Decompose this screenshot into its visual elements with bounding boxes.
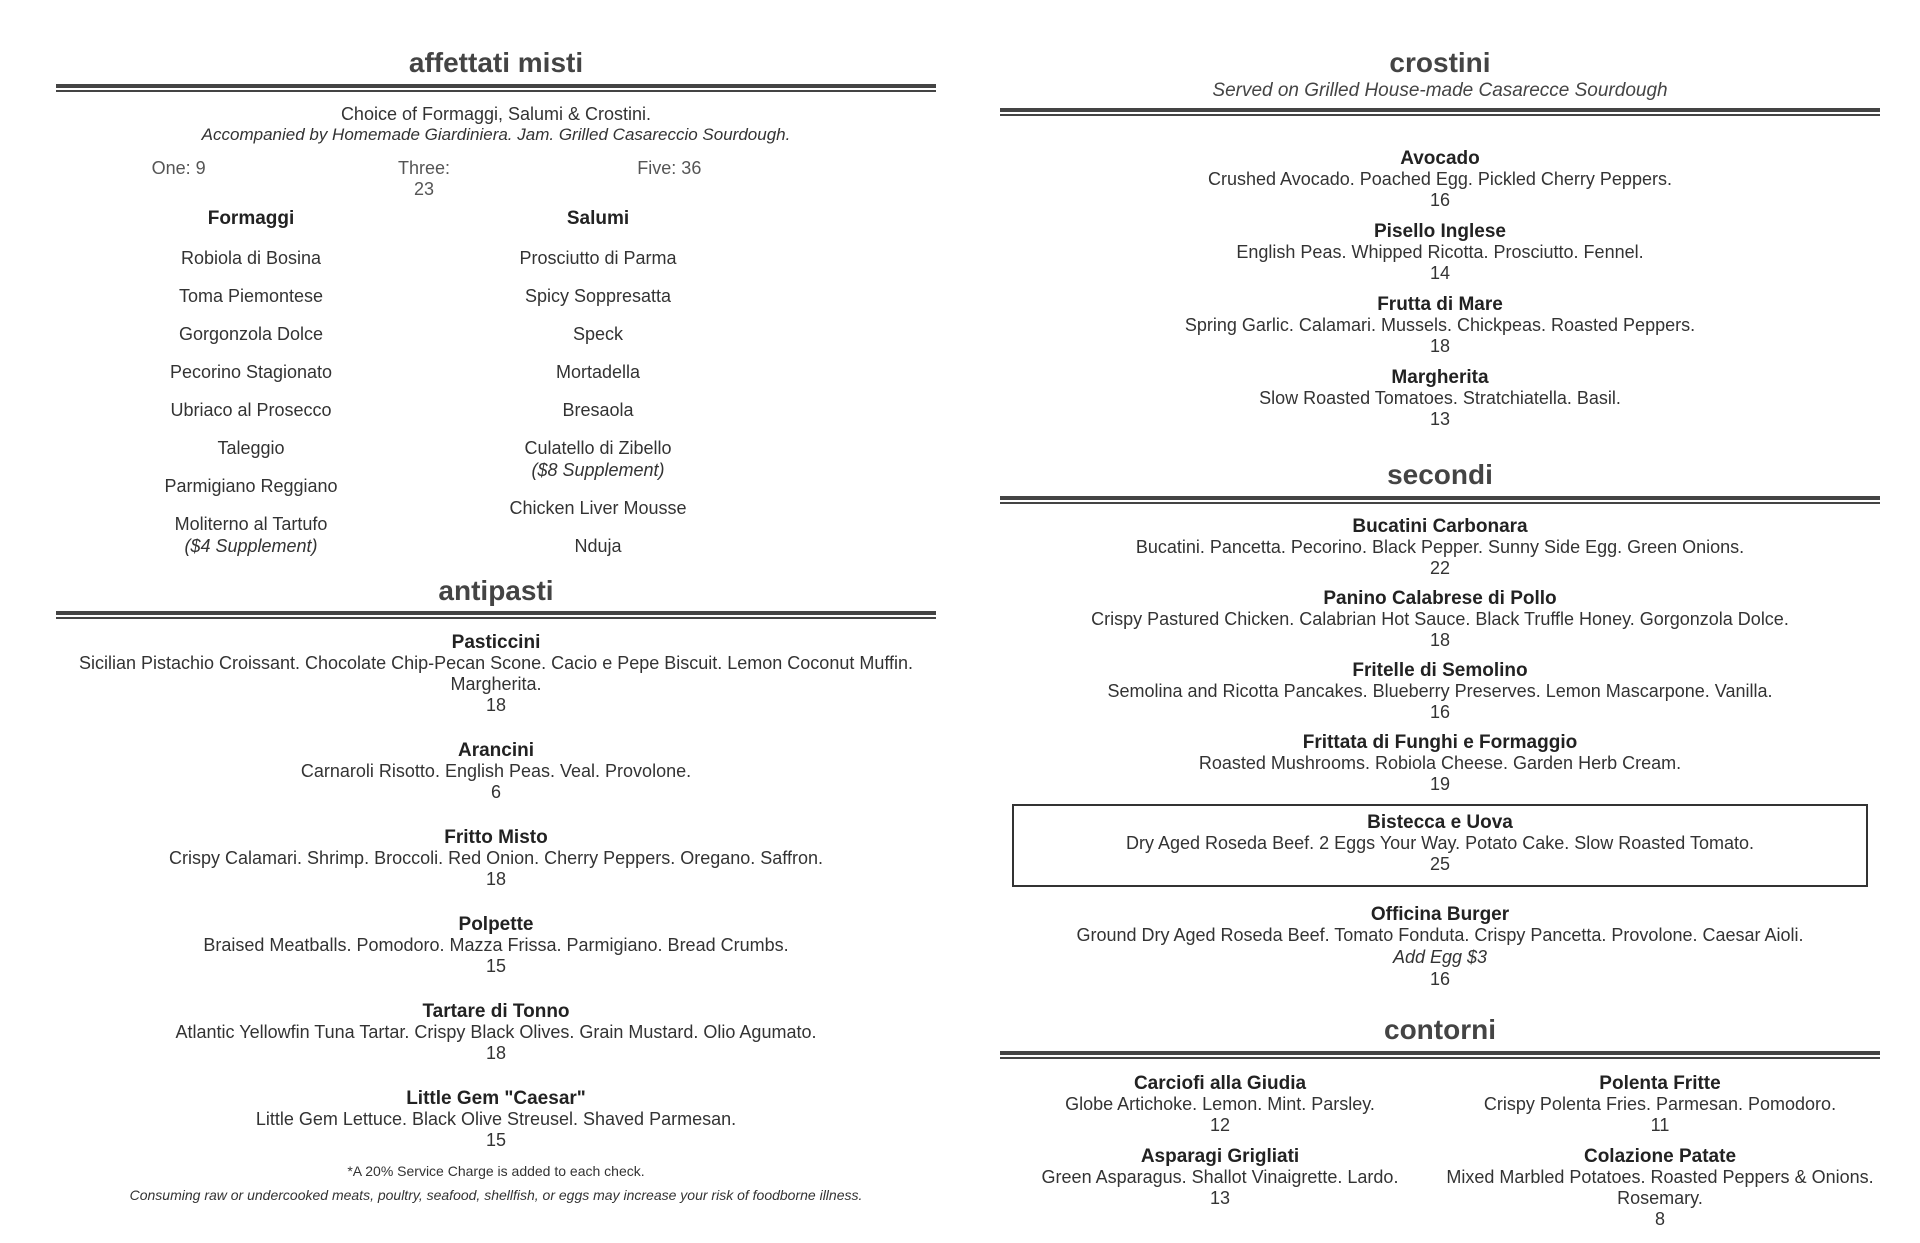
secondi-item-desc: Semolina and Ricotta Pancakes. Blueberry Preserves. Lemon Mascarpone. Vanilla. xyxy=(1107,681,1773,701)
affettati-title: affettati misti xyxy=(408,47,584,78)
secondi-item xyxy=(1000,904,1880,990)
antipasti-item-price: 18 xyxy=(485,695,507,715)
salumi-column xyxy=(403,208,793,573)
secondi-item-price: 18 xyxy=(1429,630,1451,650)
salumi-item-name: Bresaola xyxy=(562,400,634,420)
crostini-item-price: 13 xyxy=(1429,409,1451,429)
antipasti-item-name: Arancini xyxy=(457,740,535,761)
contorni-list xyxy=(1000,1073,1880,1230)
antipasti-item-desc: Sicilian Pistachio Croissant. Chocolate Chip-Pecan Scone. Cacio e Pepe Biscuit. Lemon Coconut Muffin. Margherita. xyxy=(78,653,914,694)
crostini-item-desc: English Peas. Whipped Ricotta. Prosciutto. Fennel. xyxy=(1236,242,1644,262)
secondi-item-price: 22 xyxy=(1429,558,1451,578)
crostini-item-desc: Slow Roasted Tomatoes. Stratchiatella. Basil. xyxy=(1259,388,1621,408)
salumi-item xyxy=(403,323,793,345)
antipasti-item-name: Polpette xyxy=(458,914,534,935)
secondi-item-price: 19 xyxy=(1429,774,1451,794)
secondi-item-name: Officina Burger xyxy=(1370,904,1510,925)
formaggi-item xyxy=(56,247,446,269)
formaggi-item-note: ($4 Supplement) xyxy=(184,536,318,556)
contorni-item-desc: Mixed Marbled Potatoes. Roasted Peppers & Onions. Rosemary. xyxy=(1446,1167,1874,1208)
contorni-item-price: 13 xyxy=(1209,1188,1231,1208)
crostini-item-price: 14 xyxy=(1429,263,1451,283)
crostini-item-name: Frutta di Mare xyxy=(1377,294,1503,315)
secondi-item-desc: Dry Aged Roseda Beef. 2 Eggs Your Way. Potato Cake. Slow Roasted Tomato. xyxy=(1125,833,1755,853)
secondi-item xyxy=(1012,804,1868,887)
secondi-item-price: 25 xyxy=(1429,854,1451,874)
antipasti-item-name: Tartare di Tonno xyxy=(422,1001,570,1022)
crostini-title: crostini xyxy=(1389,47,1491,78)
secondi-item-price: 16 xyxy=(1429,702,1451,722)
contorni-item xyxy=(1440,1073,1880,1136)
formaggi-item-name: Moliterno al Tartufo xyxy=(174,514,328,534)
crostini-item-name: Pisello Inglese xyxy=(1374,221,1506,242)
antipasti-list xyxy=(56,632,936,1175)
secondi-item-desc: Roasted Mushrooms. Robiola Cheese. Garden Herb Cream. xyxy=(1198,753,1682,773)
antipasti-title: antipasti xyxy=(438,575,554,606)
contorni-item-name: Carciofi alla Giudia xyxy=(1133,1073,1307,1094)
crostini-list xyxy=(1000,148,1880,440)
formaggi-item xyxy=(56,361,446,383)
antipasti-item xyxy=(56,914,936,977)
formaggi-item xyxy=(56,437,446,459)
secondi-item-name: Frittata di Funghi e Formaggio xyxy=(1302,732,1578,753)
affettati-prices xyxy=(56,158,792,200)
antipasti-item-name: Little Gem "Caesar" xyxy=(406,1088,586,1109)
salumi-item-name: Spicy Soppresatta xyxy=(524,286,672,306)
salumi-item xyxy=(403,437,793,481)
contorni-item-desc: Crispy Polenta Fries. Parmesan. Pomodoro. xyxy=(1483,1094,1837,1114)
secondi-item-desc: Ground Dry Aged Roseda Beef. Tomato Fonduta. Crispy Pancetta. Provolone. Caesar Aioli. xyxy=(1076,925,1804,945)
salumi-title: Salumi xyxy=(566,208,630,229)
price-three: Three: 23 xyxy=(397,158,450,199)
salumi-item xyxy=(403,247,793,269)
contorni-item-desc: Green Asparagus. Shallot Vinaigrette. Lardo. xyxy=(1041,1167,1399,1187)
secondi-item-price: 16 xyxy=(1429,969,1451,989)
contorni-title: contorni xyxy=(1384,1014,1496,1045)
contorni-item xyxy=(1000,1146,1440,1230)
formaggi-item-name: Parmigiano Reggiano xyxy=(164,476,338,496)
secondi-item xyxy=(1000,516,1880,579)
crostini-item-name: Avocado xyxy=(1400,148,1480,169)
antipasti-item xyxy=(56,827,936,890)
price-one: One: 9 xyxy=(151,158,206,178)
antipasti-item-desc: Crispy Calamari. Shrimp. Broccoli. Red Onion. Cherry Peppers. Oregano. Saffron. xyxy=(169,848,823,868)
salumi-item-name: Nduja xyxy=(574,536,622,556)
secondi-rule xyxy=(1000,496,1880,504)
crostini-item xyxy=(1000,221,1880,284)
antipasti-item xyxy=(56,740,936,803)
antipasti-item-price: 18 xyxy=(485,1043,507,1063)
affettati-accompanied: Accompanied by Homemade Giardiniera. Jam. Grilled Casareccio Sourdough. xyxy=(201,125,791,144)
antipasti-item-name: Pasticcini xyxy=(451,632,541,653)
antipasti-item-price: 15 xyxy=(485,1130,507,1150)
secondi-item xyxy=(1000,732,1880,795)
secondi-item-note: Add Egg $3 xyxy=(1392,947,1488,967)
crostini-item-price: 18 xyxy=(1429,336,1451,356)
secondi-item-name: Fritelle di Semolino xyxy=(1352,660,1528,681)
secondi-item-name: Bucatini Carbonara xyxy=(1352,516,1528,537)
contorni-item-name: Polenta Fritte xyxy=(1599,1073,1721,1094)
formaggi-title: Formaggi xyxy=(207,208,295,229)
formaggi-item-name: Gorgonzola Dolce xyxy=(178,324,324,344)
salumi-item xyxy=(403,535,793,557)
antipasti-rule xyxy=(56,611,936,619)
antipasti-item-desc: Atlantic Yellowfin Tuna Tartar. Crispy Black Olives. Grain Mustard. Olio Agumato. xyxy=(175,1022,817,1042)
salumi-item-name: Mortadella xyxy=(555,362,641,382)
antipasti-item-price: 6 xyxy=(490,782,501,802)
salumi-item-name: Prosciutto di Parma xyxy=(519,248,677,268)
antipasti-item-price: 18 xyxy=(485,869,507,889)
contorni-item xyxy=(1000,1073,1440,1136)
affettati-rule xyxy=(56,84,936,92)
antipasti-item xyxy=(56,632,936,716)
formaggi-item xyxy=(56,399,446,421)
antipasti-item xyxy=(56,1088,936,1151)
crostini-rule xyxy=(1000,108,1880,116)
secondi-title: secondi xyxy=(1387,459,1493,490)
antipasti-item-name: Fritto Misto xyxy=(444,827,548,848)
salumi-item-name: Speck xyxy=(572,324,624,344)
formaggi-item-name: Pecorino Stagionato xyxy=(169,362,333,382)
crostini-subtitle: Served on Grilled House-made Casarecce Sourdough xyxy=(1212,80,1668,101)
crostini-item xyxy=(1000,367,1880,430)
formaggi-item-name: Taleggio xyxy=(217,438,285,458)
contorni-rule xyxy=(1000,1051,1880,1059)
formaggi-item-name: Toma Piemontese xyxy=(178,286,324,306)
foodborne-warning: Consuming raw or undercooked meats, poultry, seafood, shellfish, or eggs may increase your risk of foodborne illness. xyxy=(129,1187,863,1203)
secondi-item-desc: Bucatini. Pancetta. Pecorino. Black Pepper. Sunny Side Egg. Green Onions. xyxy=(1135,537,1745,557)
secondi-item-name: Panino Calabrese di Pollo xyxy=(1323,588,1557,609)
salumi-item-name: Chicken Liver Mousse xyxy=(509,498,687,518)
formaggi-item xyxy=(56,323,446,345)
antipasti-item-desc: Little Gem Lettuce. Black Olive Streusel. Shaved Parmesan. xyxy=(255,1109,737,1129)
antipasti-item-desc: Braised Meatballs. Pomodoro. Mazza Frissa. Parmigiano. Bread Crumbs. xyxy=(203,935,789,955)
formaggi-item-name: Ubriaco al Prosecco xyxy=(170,400,332,420)
contorni-item-name: Colazione Patate xyxy=(1583,1146,1737,1167)
crostini-item-price: 16 xyxy=(1429,190,1451,210)
contorni-item-price: 11 xyxy=(1650,1115,1670,1135)
formaggi-item-name: Robiola di Bosina xyxy=(180,248,322,268)
formaggi-item xyxy=(56,285,446,307)
contorni-item-desc: Globe Artichoke. Lemon. Mint. Parsley. xyxy=(1065,1094,1375,1114)
salumi-item xyxy=(403,361,793,383)
salumi-item xyxy=(403,285,793,307)
crostini-item-desc: Crushed Avocado. Poached Egg. Pickled Cherry Peppers. xyxy=(1208,169,1672,189)
formaggi-item xyxy=(56,513,446,557)
salumi-item-note: ($8 Supplement) xyxy=(531,460,665,480)
crostini-item xyxy=(1000,294,1880,357)
contorni-item xyxy=(1440,1146,1880,1230)
formaggi-item xyxy=(56,475,446,497)
secondi-item-name: Bistecca e Uova xyxy=(1367,812,1513,833)
contorni-item-name: Asparagi Grigliati xyxy=(1140,1146,1300,1167)
contorni-item-price: 8 xyxy=(1654,1209,1665,1229)
affettati-intro: Choice of Formaggi, Salumi & Crostini. xyxy=(340,104,652,124)
crostini-item-desc: Spring Garlic. Calamari. Mussels. Chickpeas. Roasted Peppers. xyxy=(1184,315,1696,335)
salumi-item-name: Culatello di Zibello xyxy=(524,438,672,458)
antipasti-item-price: 15 xyxy=(485,956,507,976)
contorni-item-price: 12 xyxy=(1209,1115,1231,1135)
crostini-item-name: Margherita xyxy=(1391,367,1489,388)
antipasti-item-desc: Carnaroli Risotto. English Peas. Veal. Provolone. xyxy=(300,761,692,781)
secondi-item-desc: Crispy Pastured Chicken. Calabrian Hot Sauce. Black Truffle Honey. Gorgonzola Dolce. xyxy=(1091,609,1789,629)
antipasti-item xyxy=(56,1001,936,1064)
salumi-item xyxy=(403,399,793,421)
price-five: Five: 36 xyxy=(637,158,702,178)
secondi-list xyxy=(1000,516,1880,999)
salumi-item xyxy=(403,497,793,519)
secondi-item xyxy=(1000,588,1880,651)
crostini-item xyxy=(1000,148,1880,211)
service-charge-note: *A 20% Service Charge is added to each check. xyxy=(347,1163,645,1179)
formaggi-column xyxy=(56,208,446,573)
secondi-item xyxy=(1000,660,1880,723)
